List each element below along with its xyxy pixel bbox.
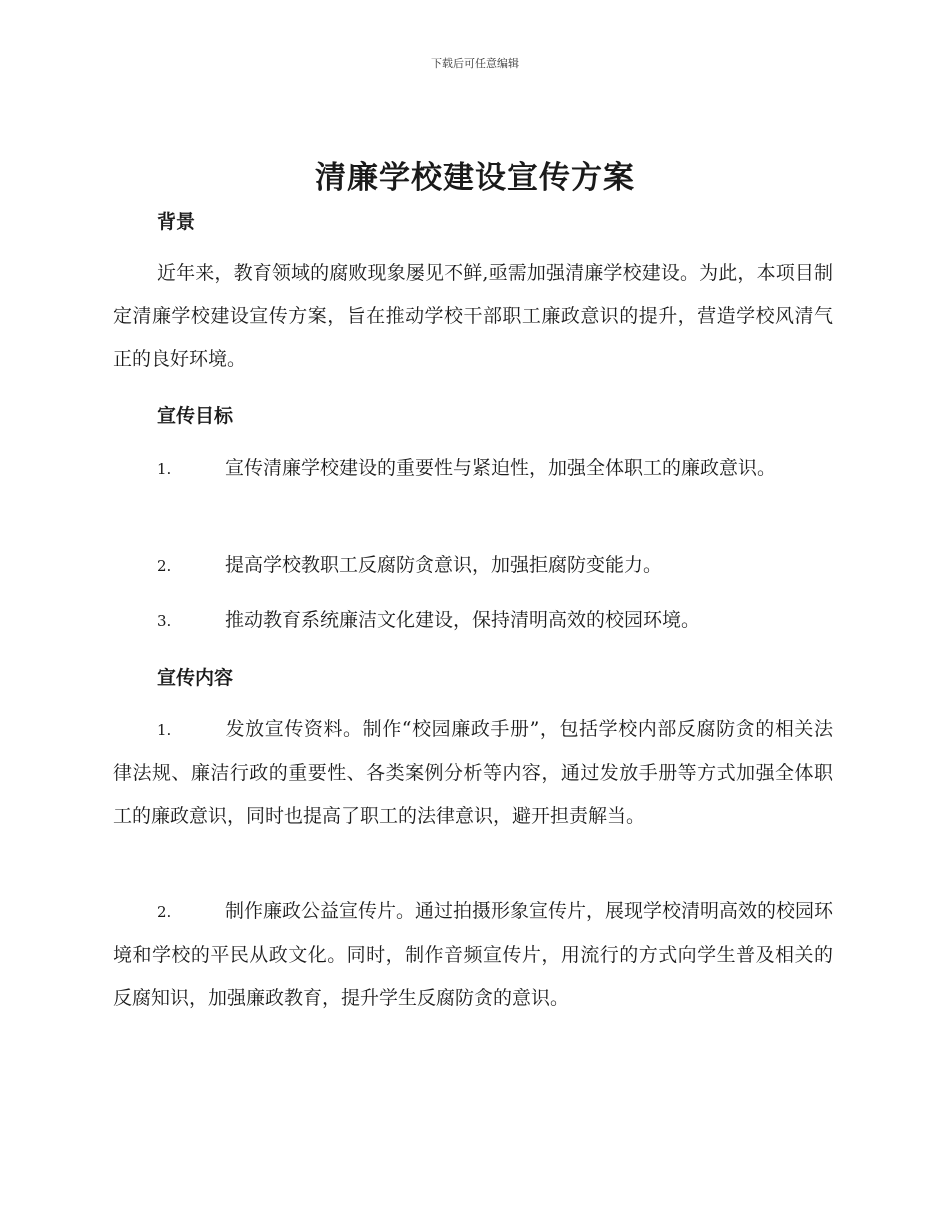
section-heading-goals: 宣传目标 <box>157 405 234 427</box>
content-item-number: 2. <box>157 903 172 921</box>
section-heading-background: 背景 <box>157 211 196 233</box>
goal-item-number: 2. <box>157 557 172 575</box>
goal-item <box>113 447 833 491</box>
document-title: 清廉学校建设宣传方案 <box>315 160 635 196</box>
content-item-text: 发放宣传资料。制作“校园廉政手册”，包括学校内部反腐防贪的相关法律法规、廉洁行政的重要性、各类案例分析等内容，通过发放手册等方式加强全体职工的廉政意识，同时也提高了职工的法律意识，避开担责解当。 <box>113 718 833 827</box>
section-heading-content: 宣传内容 <box>157 667 234 689</box>
goal-item-text: 提高学校教职工反腐防贪意识，加强拒腐防变能力。 <box>225 554 663 576</box>
goal-item <box>113 599 833 643</box>
goal-item-text: 宣传清廉学校建设的重要性与紧迫性，加强全体职工的廉政意识。 <box>225 457 777 479</box>
goal-item-number: 1. <box>157 460 172 478</box>
content-item-number: 1. <box>157 721 172 739</box>
content-item <box>113 708 833 838</box>
page-header: 下载后可任意编辑 <box>431 57 519 70</box>
goal-item <box>113 544 833 588</box>
content-item <box>113 890 833 1020</box>
goal-item-text: 推动教育系统廉洁文化建设，保持清明高效的校园环境。 <box>225 609 701 631</box>
goal-item-number: 3. <box>157 612 172 630</box>
content-item-text: 制作廉政公益宣传片。通过拍摄形象宣传片，展现学校清明高效的校园环境和学校的平民从政文化。同时，制作音频宣传片，用流行的方式向学生普及相关的反腐知识，加强廉政教育，提升学生反腐防贪的意识。 <box>113 900 834 1009</box>
background-paragraph: 近年来，教育领域的腐败现象屡见不鲜,亟需加强清廉学校建设。为此，本项目制定清廉学校建设宣传方案，旨在推动学校干部职工廉政意识的提升，营造学校风清气正的良好环境。 <box>113 262 833 370</box>
